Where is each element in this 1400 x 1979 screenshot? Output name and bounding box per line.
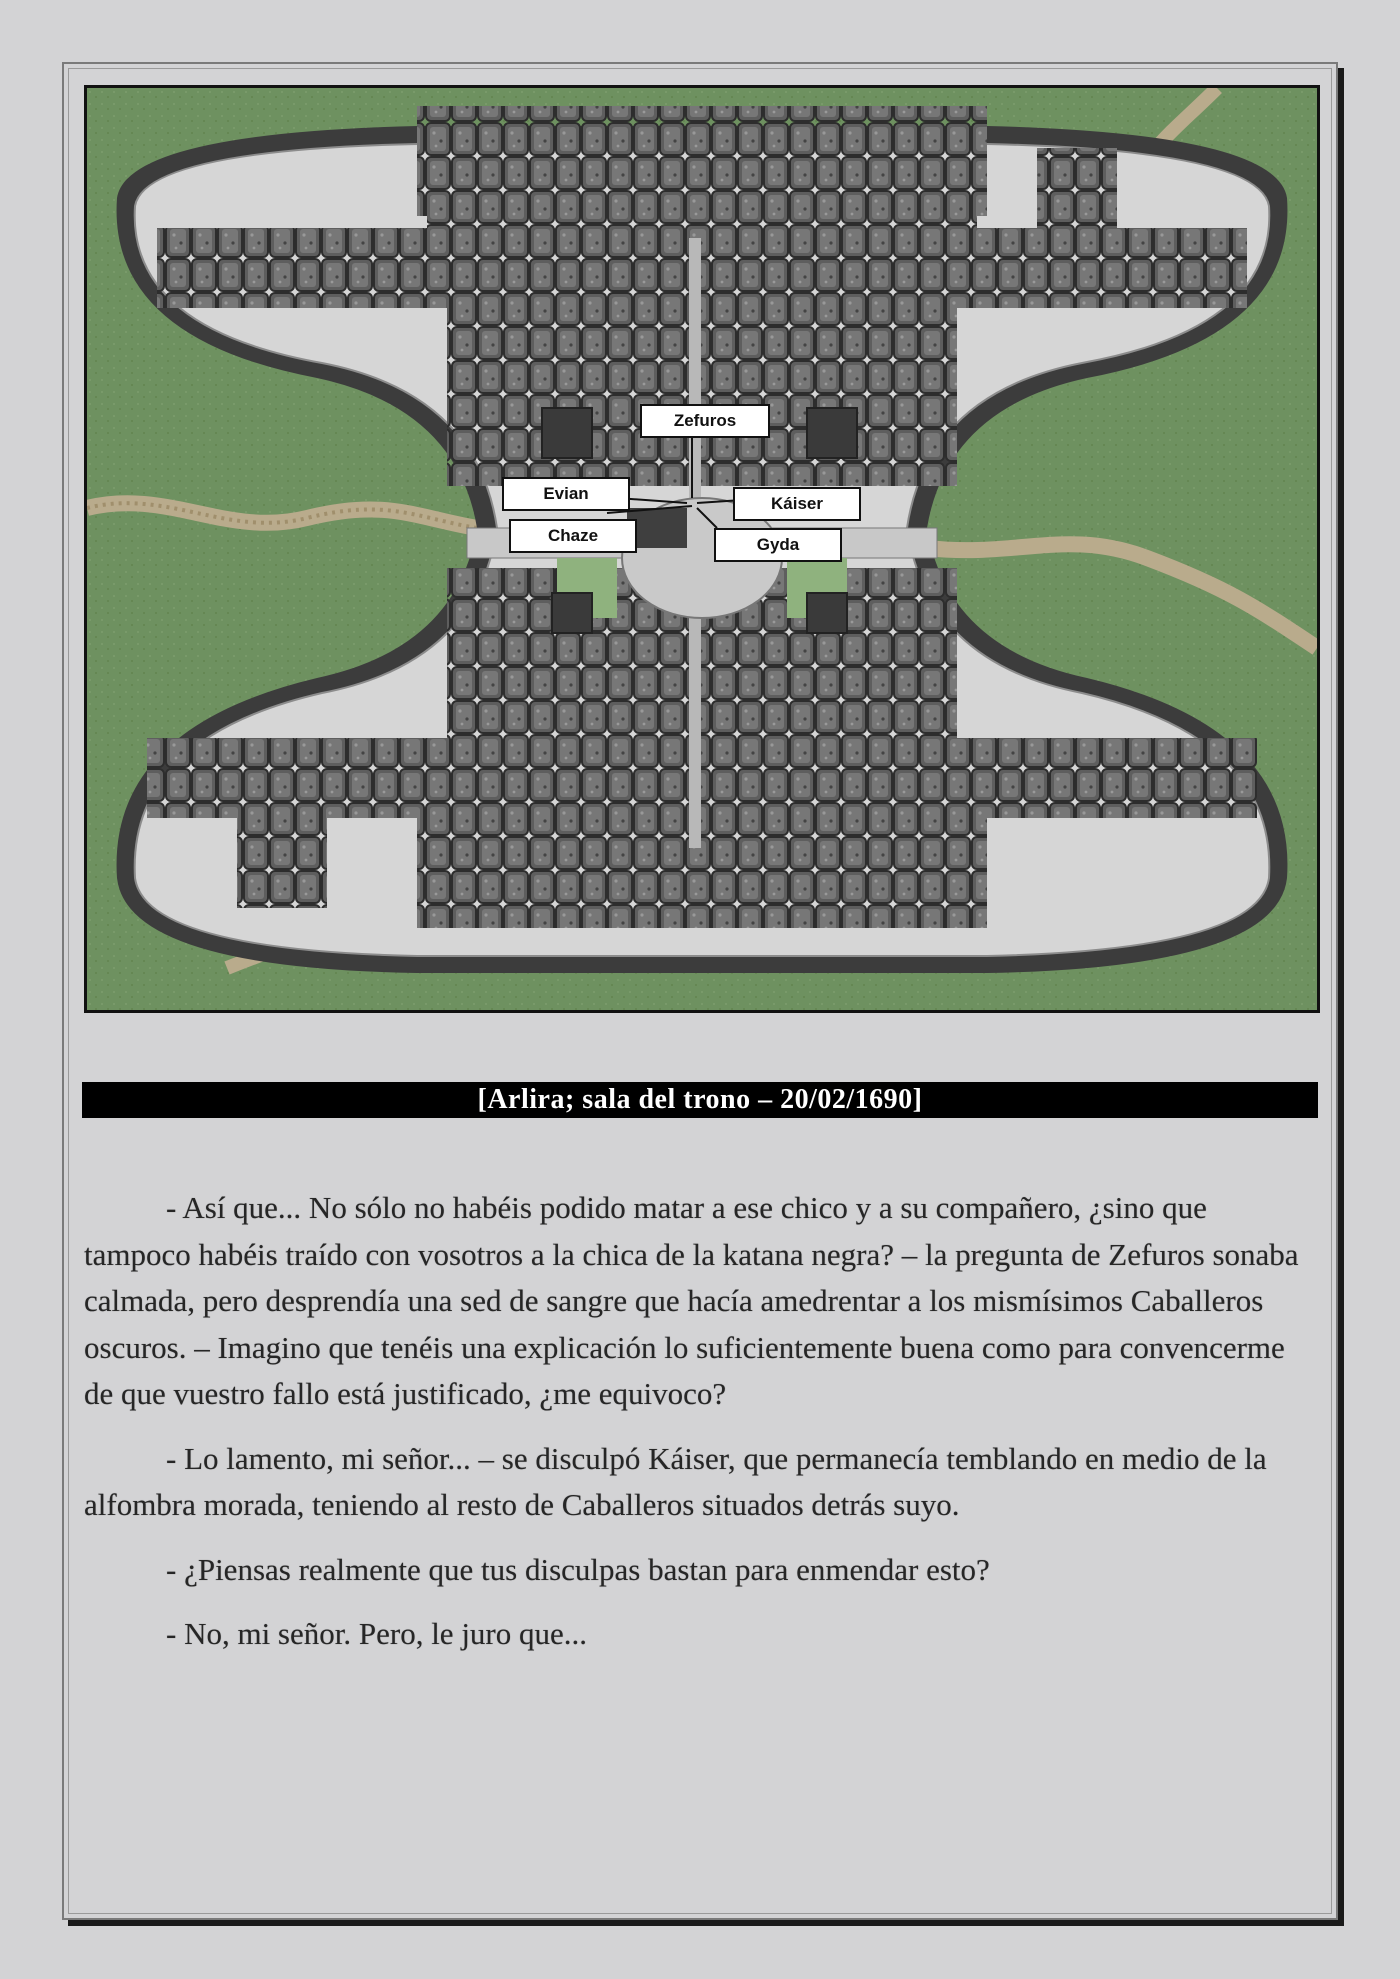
story-text — [84, 1185, 1316, 1676]
map-label-gyda: Gyda — [714, 528, 842, 562]
map-label-chaze: Chaze — [509, 519, 637, 553]
map-label-kaiser: Káiser — [733, 487, 861, 521]
story-paragraph: - No, mi señor. Pero, le juro que... — [166, 1616, 588, 1651]
castle-map — [84, 85, 1320, 1013]
story-paragraph: - Así que... No sólo no habéis podido matar a ese chico y a su compañero, ¿sino que tampoco habéis traído con vosotros a la chica de la katana negra? – la pregunta de Zefuros sonaba calmada, pero desprendía una sed de sangre que hacía amedrentar a los mismísimos Caballeros oscuros. – Imagino que tenéis una explicación lo suficientemente buena como para convencerme de que vuestro fallo está justificado, ¿me equivoco? — [84, 1190, 1299, 1411]
story-paragraph: - Lo lamento, mi señor... – se disculpó Káiser, que permanecía temblando en medio de la alfombra morada, teniendo al resto de Caballeros situados detrás suyo. — [84, 1440, 1267, 1522]
story-paragraph: - ¿Piensas realmente que tus disculpas bastan para enmendar esto? — [166, 1551, 990, 1587]
castle-map-illustration — [87, 88, 1317, 1010]
section-header: [Arlira; sala del trono – 20/02/1690] — [82, 1082, 1318, 1118]
map-label-zefuros: Zefuros — [640, 404, 770, 438]
map-label-evian: Evian — [502, 477, 630, 511]
